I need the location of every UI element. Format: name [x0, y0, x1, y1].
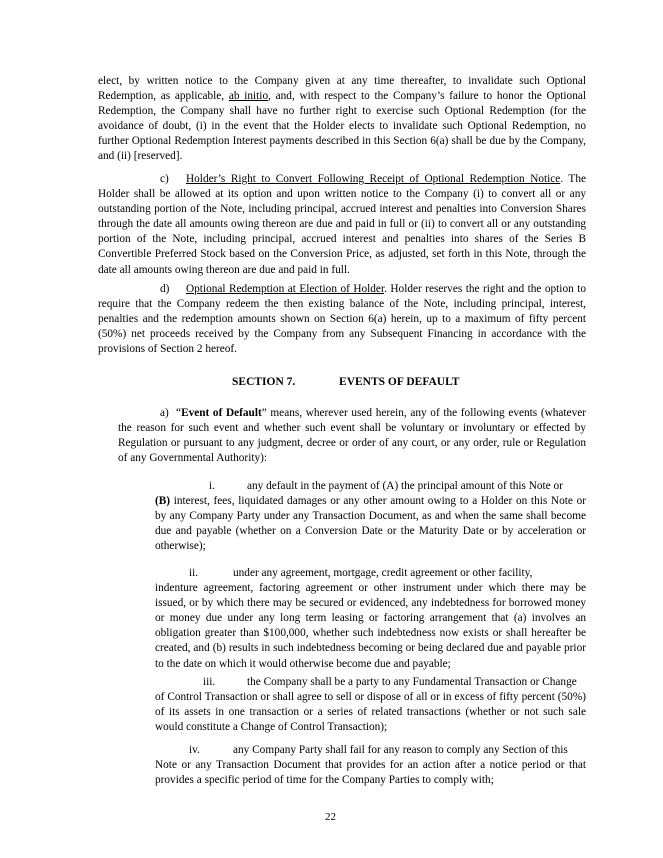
paragraph-continuation	[98, 74, 586, 165]
clause-c-label: c)	[160, 173, 169, 185]
item-i-label: i.	[209, 480, 215, 492]
item-i-line1: any default in the payment of (A) the principal amount of this Note or	[247, 480, 563, 492]
item-i-rest: interest, fees, liquidated damages or any other amount owing to a Holder on this Note or by any Company Party under any Transaction Document, as and when the same shall become due and payable (whether on a Conversion Date or the Maturity Date or by acceleration or otherwise);	[155, 495, 586, 553]
section-number: SECTION 7.	[232, 376, 296, 388]
section-title: EVENTS OF DEFAULT	[339, 376, 460, 388]
section-heading	[232, 376, 459, 388]
item-iii-rest: of Control Transaction or shall agree to sell or dispose of all or in excess of fifty percent (50%) of its assets in one transaction or a series of related transactions (whether or not such sale would constitute a Change of Control Transaction);	[155, 691, 586, 734]
clause-a-open-quote: “	[176, 407, 182, 419]
item-i-bold-b: (B)	[155, 495, 171, 508]
clause-d	[98, 282, 586, 357]
item-iv	[155, 743, 586, 788]
item-i	[155, 479, 586, 554]
clause-c	[98, 172, 586, 278]
item-ii	[155, 566, 586, 672]
clause-a-text: ” means, wherever used herein, any of the following events (whatever the reason for such event and whether such event shall be voluntary or involuntary or effected by Regulation or pursuant to any judgment, decree or order of any court, or any order, rule or Regulation of any Governmental Authority):	[118, 407, 586, 465]
item-ii-label: ii.	[189, 567, 199, 579]
item-iv-label: iv.	[189, 744, 200, 756]
clause-a-term: Event of Default	[181, 407, 262, 419]
ab-initio-term: ab initio	[228, 90, 269, 103]
clause-a-label: a)	[160, 407, 169, 419]
paragraph-text-pre: elect, by written notice to the Company given at any time thereafter, to invalidate such Optional Redemption, as applicable,	[98, 75, 586, 103]
paragraph-text-post: , and, with respect to the Company’s failure to honor the Optional Redemption, the Company shall have no further right to exercise such Optional Redemption (for the avoidance of doubt, (i) in the event that the Holder elects to invalidate such Optional Redemption, no further Optional Redemption Interest payments described in this Section 6(a) shall be due by the Company, and (ii) [reserved].	[98, 90, 587, 163]
clause-c-title: Holder’s Right to Convert Following Receipt of Optional Redemption Notice	[186, 173, 561, 185]
clause-a	[118, 406, 586, 466]
clause-c-text: . The Holder shall be allowed at its option and upon written notice to the Company (i) to convert all or any outstanding portion of the Note, including principal, accrued interest and penalties into Conversion Shares through the date all amounts owing thereon are due and paid in full or (ii) to convert all or any outstanding portion of the Note, including principal, accrued interest and penalties into shares of the Series B Convertible Preferred Stock based on the Conversion Price, as adjusted, set forth in this Note, through the date all amounts owing thereon are due and paid in full.	[98, 173, 586, 276]
clause-d-text: . Holder reserves the right and the option to require that the Company redeem the then existing balance of the Note, including principal, interest, penalties and the redemption amounts shown on Section 6(a) herein, up to a maximum of fifty percent (50%) net proceeds received by the Company from any Subsequent Financing in accordance with the provisions of Section 2 hereof.	[98, 283, 587, 356]
clause-d-title: Optional Redemption at Election of Holder	[186, 283, 385, 295]
item-ii-line1: under any agreement, mortgage, credit agreement or other facility,	[233, 567, 533, 579]
clause-d-label: d)	[160, 283, 170, 295]
item-iii-line1: the Company shall be a party to any Fundamental Transaction or Change	[247, 676, 577, 688]
item-iii	[155, 675, 586, 735]
page-number: 22	[325, 811, 336, 823]
item-iii-label: iii.	[203, 676, 216, 688]
item-iv-line1: any Company Party shall fail for any reason to comply any Section of this	[233, 744, 568, 756]
item-iv-rest: Note or any Transaction Document that provides for an action after a notice period or that provides a specific period of time for the Company Parties to comply with;	[155, 759, 586, 787]
item-ii-rest: indenture agreement, factoring agreement or other instrument under which there may be issued, or by which there may be secured or evidenced, any indebtedness for borrowed money or money due under any long term leasing or factoring arrangement that (a) involves an obligation greater than $100,000, whether such indebtedness now exists or shall hereafter be created, and (b) results in such indebtedness becoming or being declared due and payable prior to the date on which it would otherwise become due and payable;	[155, 582, 586, 670]
